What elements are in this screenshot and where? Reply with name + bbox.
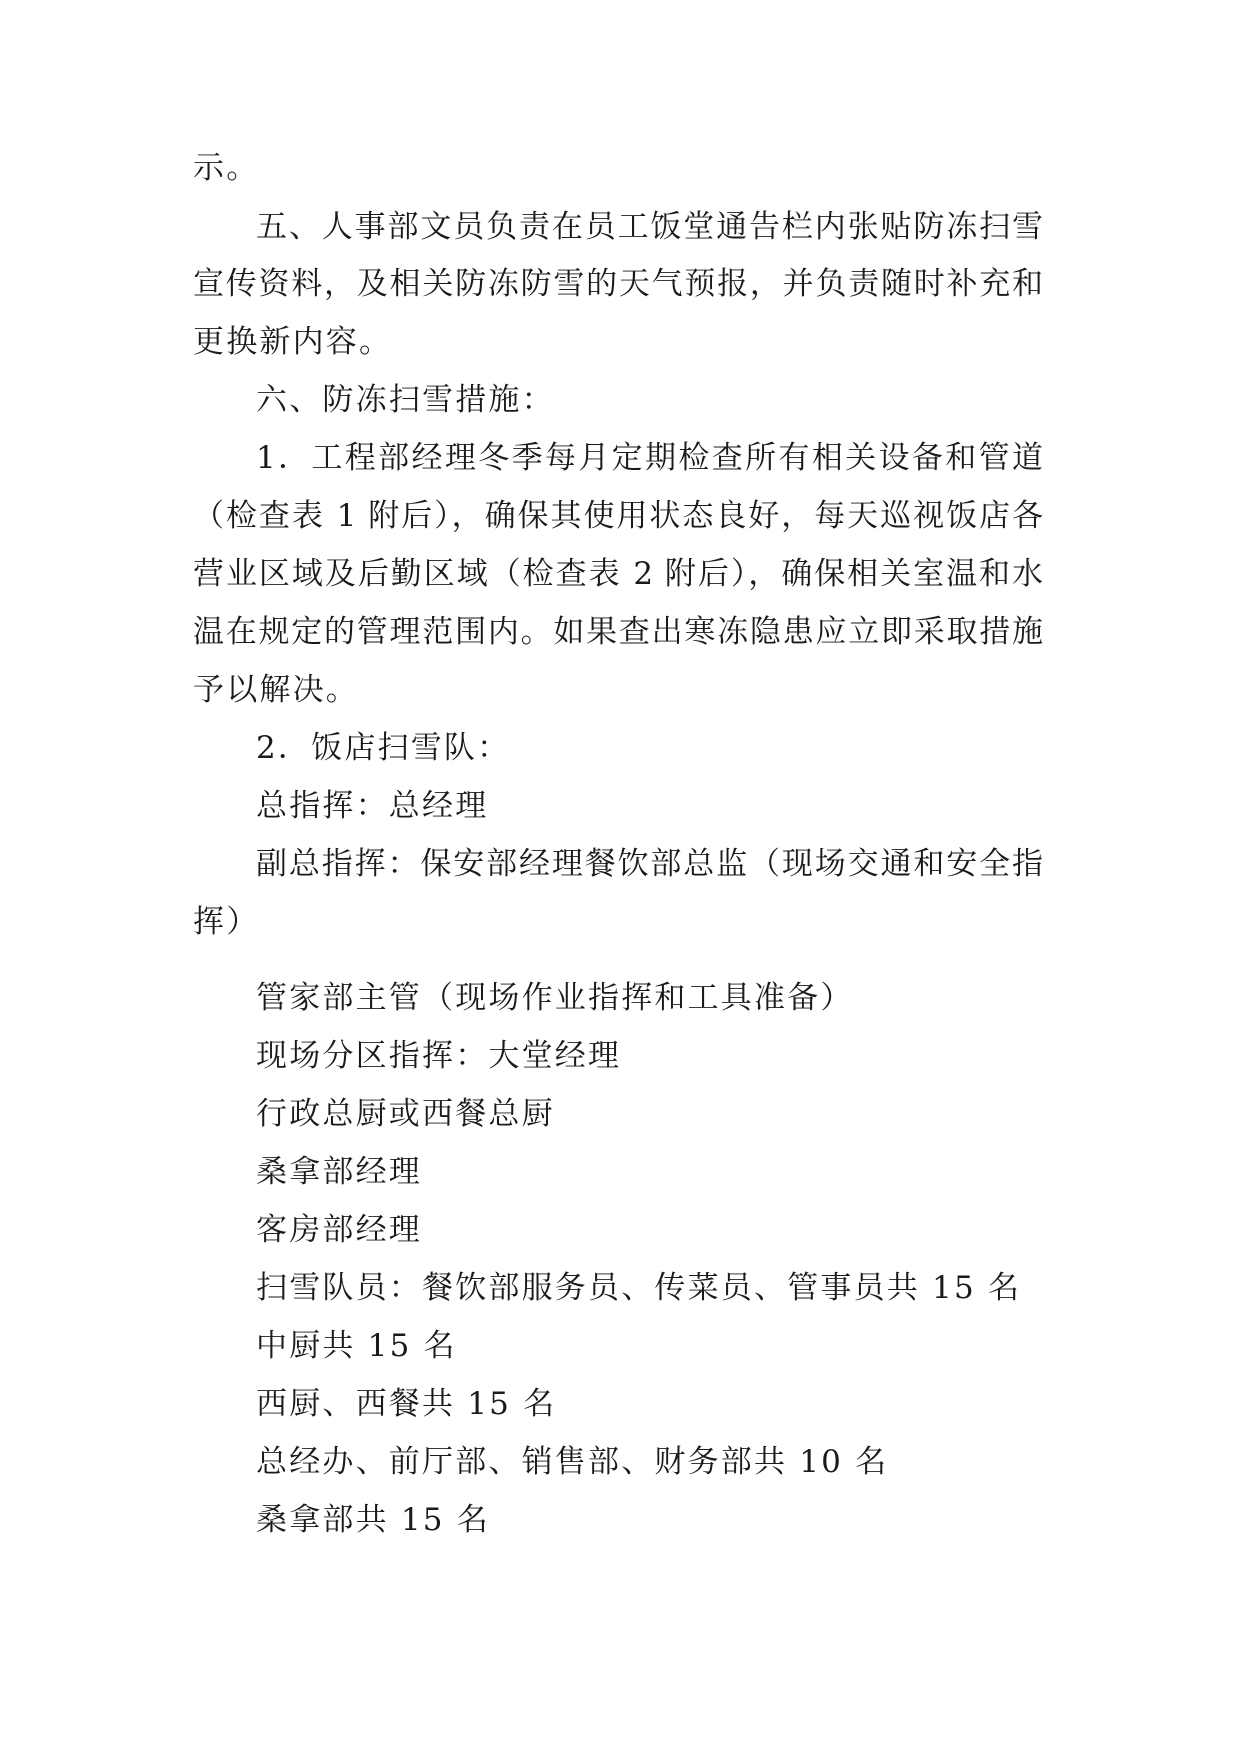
- text-line: 桑拿部经理: [256, 1154, 422, 1190]
- text-line: 总经办、前厅部、销售部、财务部共 10 名: [256, 1444, 889, 1480]
- text-line: 2．饭店扫雪队：: [256, 730, 511, 766]
- text-line: 挥）: [193, 904, 260, 940]
- text-line: 现场分区指挥：大堂经理: [256, 1038, 622, 1074]
- text-line: 管家部主管（现场作业指挥和工具准备）: [256, 980, 854, 1016]
- text-line: 六、防冻扫雪措施：: [256, 382, 555, 418]
- text-line: 扫雪队员：餐饮部服务员、传菜员、管事员共 15 名: [256, 1270, 1022, 1306]
- text-line: 更换新内容。: [193, 324, 393, 360]
- text-line: 营业区域及后勤区域（检查表 2 附后），确保相关室温和水: [193, 556, 1043, 592]
- text-line: （检查表 1 附后），确保其使用状态良好，每天巡视饭店各: [193, 498, 1043, 534]
- text-line: 副总指挥：保安部经理餐饮部总监（现场交通和安全指: [256, 846, 1043, 882]
- text-line: 总指挥：总经理: [256, 788, 489, 824]
- text-line: 温在规定的管理范围内。如果查出寒冻隐患应立即采取措施: [193, 614, 1043, 650]
- text-line: 示。: [193, 150, 260, 186]
- text-line: 宣传资料，及相关防冻防雪的天气预报，并负责随时补充和: [193, 266, 1043, 302]
- text-line: 桑拿部共 15 名: [256, 1502, 490, 1538]
- text-line: 西厨、西餐共 15 名: [256, 1386, 557, 1422]
- text-line: 客房部经理: [256, 1212, 422, 1248]
- text-line: 行政总厨或西餐总厨: [256, 1096, 555, 1132]
- text-line: 予以解决。: [193, 672, 359, 708]
- text-line: 中厨共 15 名: [256, 1328, 457, 1364]
- text-line: 五、人事部文员负责在员工饭堂通告栏内张贴防冻扫雪: [256, 209, 1043, 245]
- text-line: 1．工程部经理冬季每月定期检查所有相关设备和管道: [256, 440, 1043, 476]
